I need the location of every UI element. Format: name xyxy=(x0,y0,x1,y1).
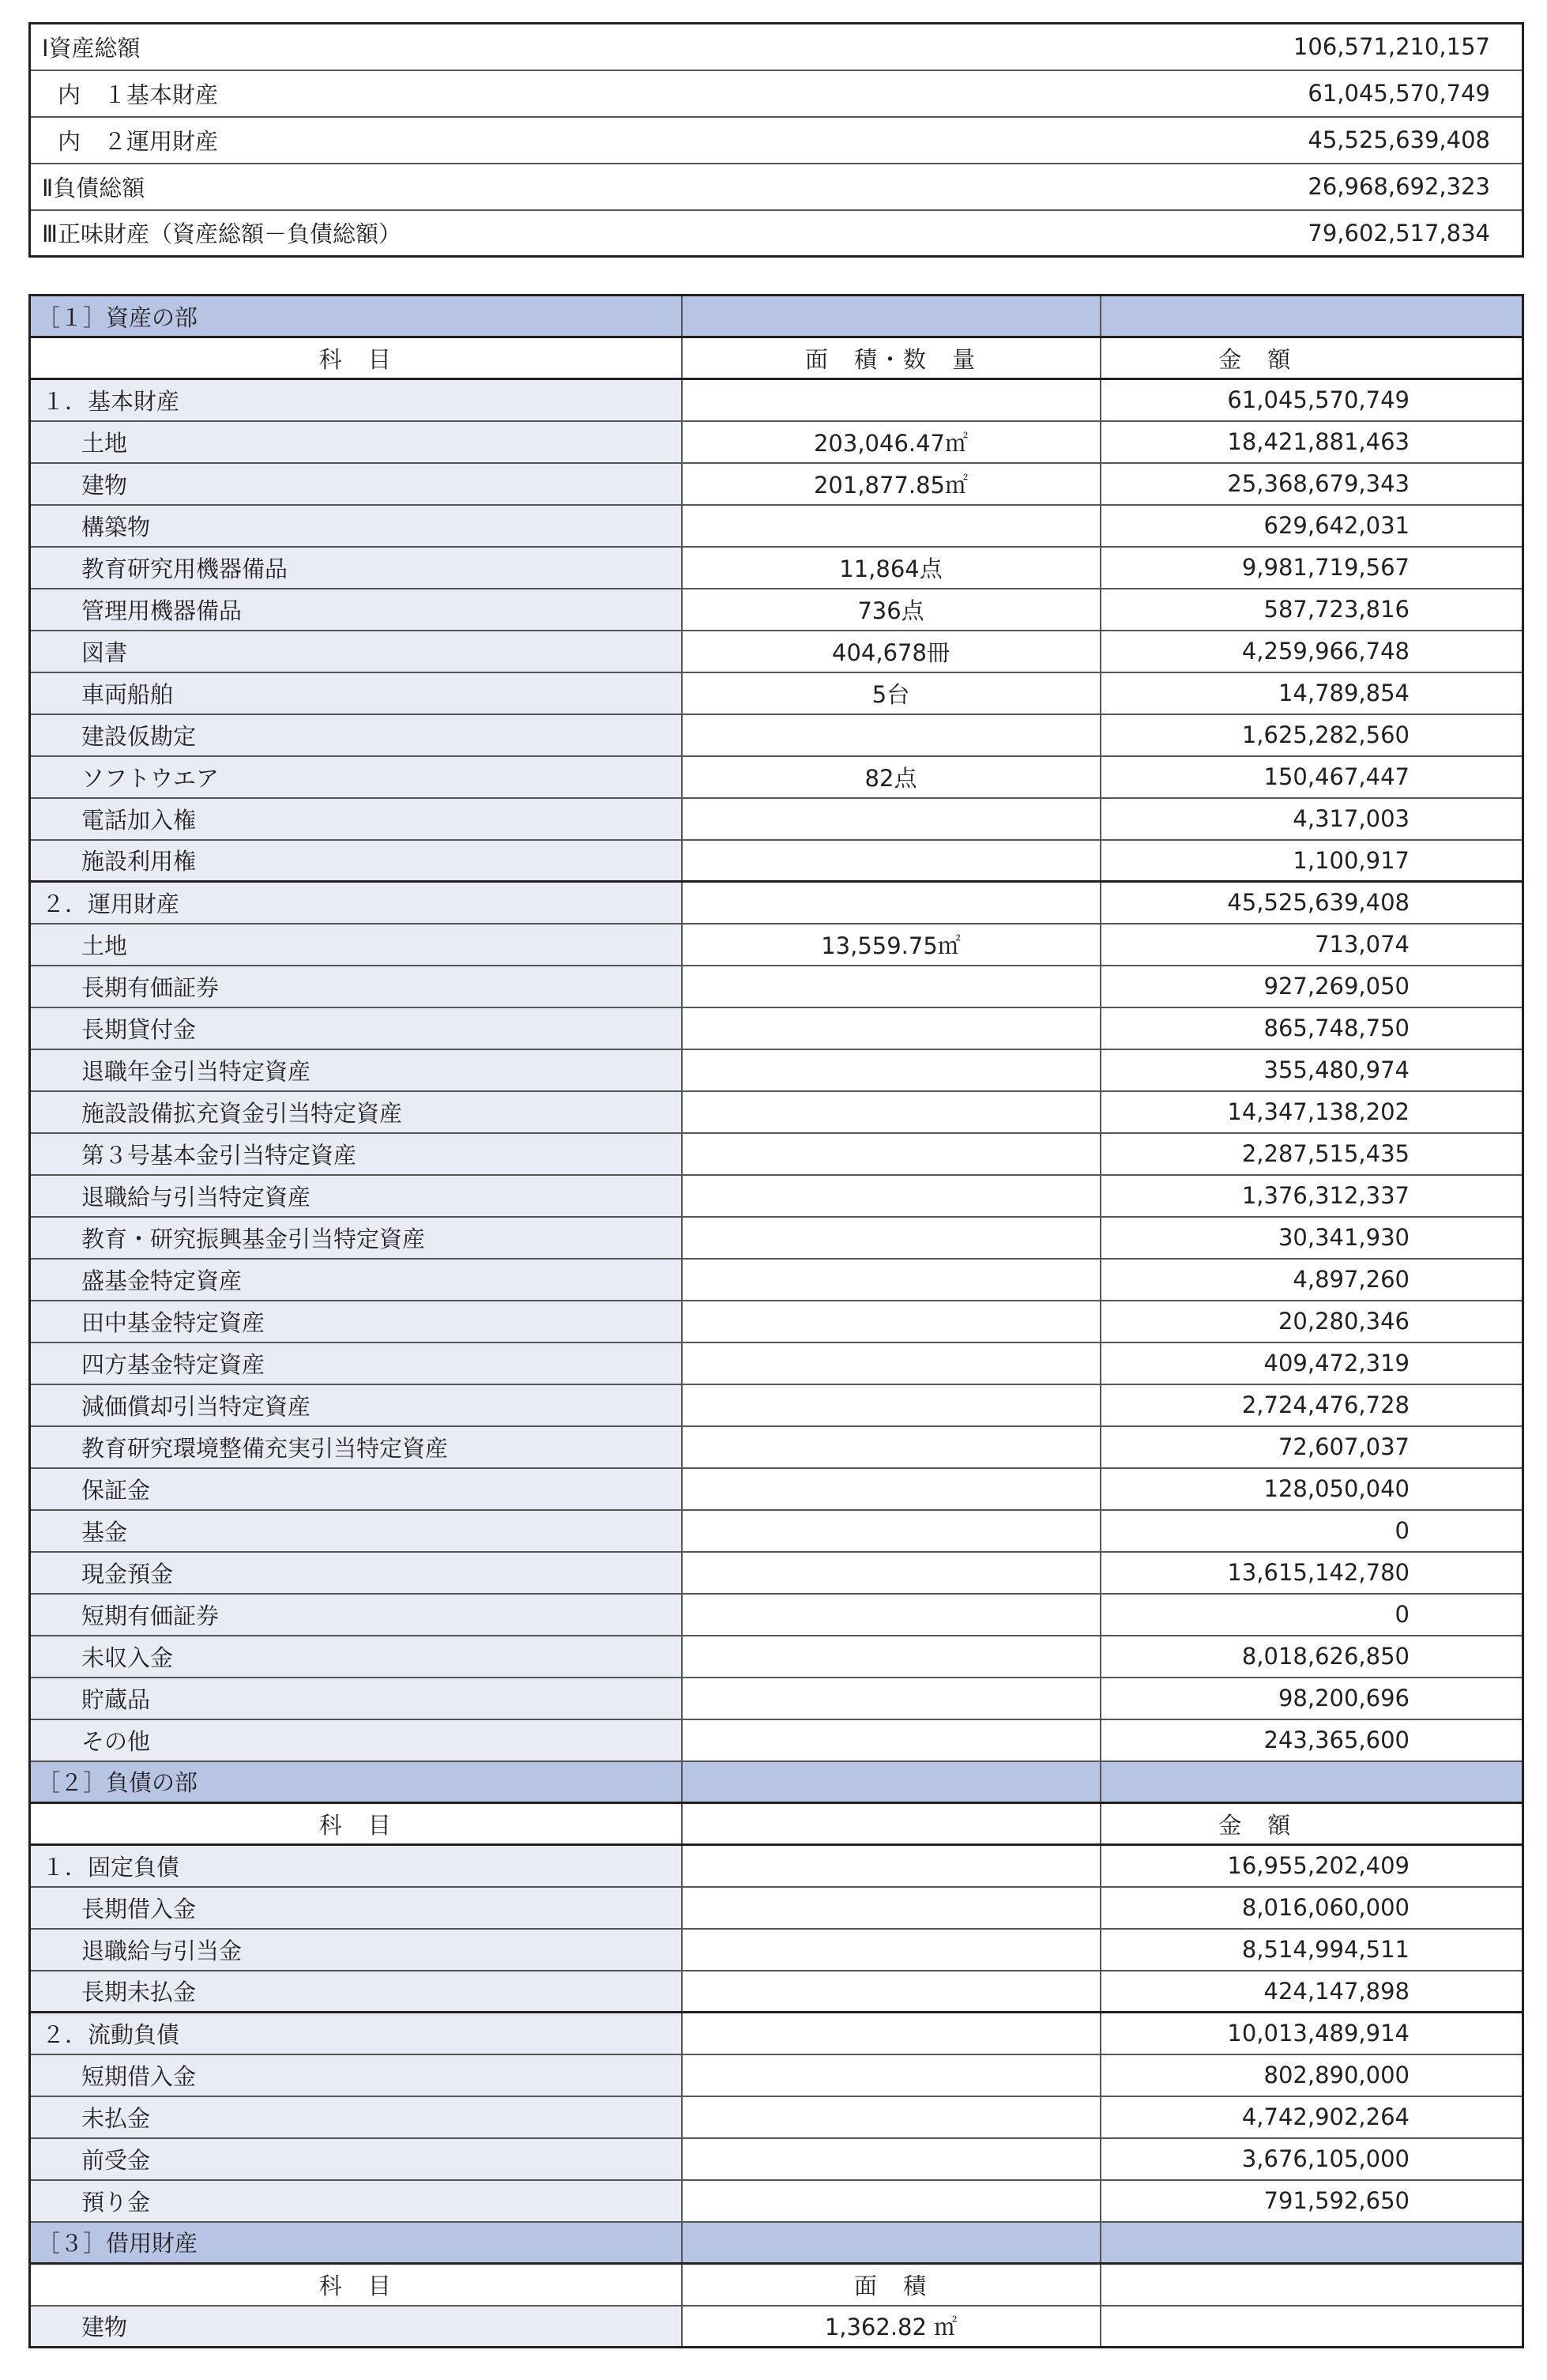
section-blank-cell xyxy=(682,1761,1101,1803)
group-label: １．基本財産 xyxy=(30,379,682,421)
item-quantity xyxy=(682,1007,1101,1049)
item-amount: 4,897,260 xyxy=(1101,1259,1523,1301)
summary-row xyxy=(30,210,1523,257)
section-header-row xyxy=(30,1761,1523,1803)
table-row xyxy=(30,463,1523,505)
item-quantity xyxy=(682,1510,1101,1552)
item-quantity xyxy=(682,1678,1101,1719)
item-amount: 18,421,881,463 xyxy=(1101,421,1523,463)
item-quantity xyxy=(682,2096,1101,2138)
group-quantity xyxy=(682,882,1101,924)
item-quantity: 203,046.47㎡ xyxy=(682,421,1101,463)
section-blank-cell xyxy=(682,296,1101,337)
item-amount: 355,480,974 xyxy=(1101,1049,1523,1091)
item-label: 未払金 xyxy=(30,2096,682,2138)
summary-row xyxy=(30,117,1523,164)
column-header-quantity: 面 積・数 量 xyxy=(682,337,1101,379)
item-quantity xyxy=(682,840,1101,882)
summary-table xyxy=(28,22,1524,258)
table-row xyxy=(30,421,1523,463)
item-label: ソフトウエア xyxy=(30,756,682,798)
item-amount: 424,147,898 xyxy=(1101,1971,1523,2013)
summary-row xyxy=(30,24,1523,70)
column-header-amount xyxy=(1101,2264,1523,2306)
item-amount: 4,742,902,264 xyxy=(1101,2096,1523,2138)
item-amount: 4,259,966,748 xyxy=(1101,631,1523,672)
item-amount: 0 xyxy=(1101,1510,1523,1552)
summary-label: Ⅲ正味財産（資産総額－負債総額） xyxy=(42,220,401,248)
item-amount: 409,472,319 xyxy=(1101,1343,1523,1384)
group-quantity xyxy=(682,1845,1101,1887)
table-row xyxy=(30,1678,1523,1719)
column-header-subject: 科 目 xyxy=(30,337,682,379)
item-quantity xyxy=(682,1636,1101,1678)
item-label: 建物 xyxy=(30,463,682,505)
item-quantity xyxy=(682,1887,1101,1929)
item-quantity xyxy=(682,1259,1101,1301)
item-amount: 14,789,854 xyxy=(1101,672,1523,714)
item-amount: 1,100,917 xyxy=(1101,840,1523,882)
item-quantity xyxy=(682,2138,1101,2180)
column-header-quantity xyxy=(682,1803,1101,1845)
group-label: ２．流動負債 xyxy=(30,2013,682,2054)
item-label: 車両船舶 xyxy=(30,672,682,714)
item-label: 預り金 xyxy=(30,2180,682,2222)
group-row xyxy=(30,1845,1523,1887)
item-label: 保証金 xyxy=(30,1468,682,1510)
item-quantity: 201,877.85㎡ xyxy=(682,463,1101,505)
table-row xyxy=(30,672,1523,714)
summary-row xyxy=(30,164,1523,210)
table-row xyxy=(30,1426,1523,1468)
item-label: 管理用機器備品 xyxy=(30,589,682,631)
group-label: ２．運用財産 xyxy=(30,882,682,924)
section-title: ［３］借用財産 xyxy=(30,2222,682,2264)
summary-label: Ⅱ負債総額 xyxy=(30,164,1057,210)
group-amount: 16,955,202,409 xyxy=(1101,1845,1523,1887)
item-quantity xyxy=(682,1133,1101,1175)
summary-label: Ⅰ資産総額 xyxy=(30,24,1057,70)
column-header-subject: 科 目 xyxy=(30,1803,682,1845)
table-row xyxy=(30,589,1523,631)
table-row xyxy=(30,1301,1523,1343)
item-quantity xyxy=(682,1929,1101,1971)
item-label: 長期有価証券 xyxy=(30,966,682,1007)
table-row xyxy=(30,1971,1523,2013)
item-amount: 927,269,050 xyxy=(1101,966,1523,1007)
item-quantity xyxy=(682,1217,1101,1259)
table-row xyxy=(30,1007,1523,1049)
table-row xyxy=(30,2180,1523,2222)
item-amount: 1,376,312,337 xyxy=(1101,1175,1523,1217)
item-label: 土地 xyxy=(30,924,682,966)
item-amount: 243,365,600 xyxy=(1101,1719,1523,1761)
item-amount: 1,625,282,560 xyxy=(1101,714,1523,756)
item-amount: 587,723,816 xyxy=(1101,589,1523,631)
item-amount: 128,050,040 xyxy=(1101,1468,1523,1510)
item-quantity: 82点 xyxy=(682,756,1101,798)
table-row xyxy=(30,2054,1523,2096)
table-row xyxy=(30,1552,1523,1594)
item-quantity: 13,559.75㎡ xyxy=(682,924,1101,966)
item-amount: 2,287,515,435 xyxy=(1101,1133,1523,1175)
item-amount: 8,016,060,000 xyxy=(1101,1887,1523,1929)
item-label: 短期有価証券 xyxy=(30,1594,682,1636)
summary-amount: 61,045,570,749 xyxy=(1057,70,1523,117)
item-label: 構築物 xyxy=(30,505,682,547)
item-amount: 72,607,037 xyxy=(1101,1426,1523,1468)
item-quantity xyxy=(682,1301,1101,1343)
group-quantity xyxy=(682,379,1101,421)
column-header-row xyxy=(30,337,1523,379)
table-row xyxy=(30,1343,1523,1384)
column-header-amount: 金 額 xyxy=(1101,337,1523,379)
table-row xyxy=(30,1719,1523,1761)
table-row xyxy=(30,924,1523,966)
item-label: 建設仮勘定 xyxy=(30,714,682,756)
item-amount: 98,200,696 xyxy=(1101,1678,1523,1719)
item-quantity xyxy=(682,1175,1101,1217)
table-row xyxy=(30,1049,1523,1091)
group-quantity xyxy=(682,2013,1101,2054)
item-label: 長期貸付金 xyxy=(30,1007,682,1049)
table-row xyxy=(30,2306,1523,2348)
item-amount: 8,018,626,850 xyxy=(1101,1636,1523,1678)
item-label: 現金預金 xyxy=(30,1552,682,1594)
table-row xyxy=(30,840,1523,882)
item-quantity xyxy=(682,966,1101,1007)
summary-amount: 26,968,692,323 xyxy=(1057,164,1523,210)
item-label: 教育研究用機器備品 xyxy=(30,547,682,589)
item-label: 土地 xyxy=(30,421,682,463)
item-label: 盛基金特定資産 xyxy=(30,1259,682,1301)
item-label: 施設設備拡充資金引当特定資産 xyxy=(30,1091,682,1133)
item-amount: 25,368,679,343 xyxy=(1101,463,1523,505)
column-header-quantity: 面 積 xyxy=(682,2264,1101,2306)
item-quantity xyxy=(682,714,1101,756)
item-quantity xyxy=(682,1719,1101,1761)
group-row xyxy=(30,2013,1523,2054)
summary-row xyxy=(30,70,1523,117)
item-label: 教育・研究振興基金引当特定資産 xyxy=(30,1217,682,1259)
item-quantity xyxy=(682,1426,1101,1468)
table-row xyxy=(30,1929,1523,1971)
item-label: 退職給与引当特定資産 xyxy=(30,1175,682,1217)
item-amount: 4,317,003 xyxy=(1101,798,1523,840)
item-amount: 865,748,750 xyxy=(1101,1007,1523,1049)
summary-amount: 45,525,639,408 xyxy=(1057,117,1523,164)
financial-details-table xyxy=(28,294,1524,2348)
summary-label: 内 ２運用財産 xyxy=(30,117,1057,164)
summary-amount: 79,602,517,834 xyxy=(1308,219,1490,247)
item-amount: 2,724,476,728 xyxy=(1101,1384,1523,1426)
table-row xyxy=(30,714,1523,756)
column-header-row xyxy=(30,2264,1523,2306)
item-label: 基金 xyxy=(30,1510,682,1552)
item-amount: 14,347,138,202 xyxy=(1101,1091,1523,1133)
item-amount xyxy=(1101,2306,1523,2348)
item-label: 貯蔵品 xyxy=(30,1678,682,1719)
section-header-row xyxy=(30,296,1523,337)
table-row xyxy=(30,798,1523,840)
column-header-amount: 金 額 xyxy=(1101,1803,1523,1845)
table-row xyxy=(30,1384,1523,1426)
section-blank-cell xyxy=(1101,296,1523,337)
item-label: 未収入金 xyxy=(30,1636,682,1678)
item-label: 長期借入金 xyxy=(30,1887,682,1929)
item-quantity xyxy=(682,2180,1101,2222)
item-label: 建物 xyxy=(30,2306,682,2348)
item-amount: 791,592,650 xyxy=(1101,2180,1523,2222)
section-title: ［１］資産の部 xyxy=(30,296,682,337)
item-quantity xyxy=(682,2054,1101,2096)
section-title: ［２］負債の部 xyxy=(30,1761,682,1803)
summary-label: 内 １基本財産 xyxy=(30,70,1057,117)
item-label: 長期未払金 xyxy=(30,1971,682,2013)
table-row xyxy=(30,756,1523,798)
item-amount: 9,981,719,567 xyxy=(1101,547,1523,589)
item-amount: 150,467,447 xyxy=(1101,756,1523,798)
table-row xyxy=(30,1133,1523,1175)
table-row xyxy=(30,1468,1523,1510)
table-row xyxy=(30,505,1523,547)
column-header-subject: 科 目 xyxy=(30,2264,682,2306)
table-row xyxy=(30,2138,1523,2180)
item-amount: 3,676,105,000 xyxy=(1101,2138,1523,2180)
item-quantity: 404,678冊 xyxy=(682,631,1101,672)
column-header-row xyxy=(30,1803,1523,1845)
section-blank-cell xyxy=(1101,2222,1523,2264)
item-amount: 30,341,930 xyxy=(1101,1217,1523,1259)
table-row xyxy=(30,1259,1523,1301)
item-quantity xyxy=(682,1091,1101,1133)
table-row xyxy=(30,1175,1523,1217)
item-quantity xyxy=(682,798,1101,840)
item-amount: 20,280,346 xyxy=(1101,1301,1523,1343)
item-amount: 0 xyxy=(1101,1594,1523,1636)
table-row xyxy=(30,1217,1523,1259)
item-quantity xyxy=(682,1343,1101,1384)
item-quantity xyxy=(682,1552,1101,1594)
item-label: その他 xyxy=(30,1719,682,1761)
item-label: 退職給与引当金 xyxy=(30,1929,682,1971)
table-row xyxy=(30,1510,1523,1552)
item-label: 田中基金特定資産 xyxy=(30,1301,682,1343)
table-row xyxy=(30,1887,1523,1929)
item-label: 退職年金引当特定資産 xyxy=(30,1049,682,1091)
table-row xyxy=(30,2096,1523,2138)
item-amount: 629,642,031 xyxy=(1101,505,1523,547)
item-label: 教育研究環境整備充実引当特定資産 xyxy=(30,1426,682,1468)
section-blank-cell xyxy=(1101,1761,1523,1803)
table-row xyxy=(30,547,1523,589)
item-label: 電話加入権 xyxy=(30,798,682,840)
item-amount: 802,890,000 xyxy=(1101,2054,1523,2096)
item-quantity: 736点 xyxy=(682,589,1101,631)
section-header-row xyxy=(30,2222,1523,2264)
item-quantity: 1,362.82 ㎡ xyxy=(682,2306,1101,2348)
table-row xyxy=(30,1091,1523,1133)
item-amount: 13,615,142,780 xyxy=(1101,1552,1523,1594)
item-label: 短期借入金 xyxy=(30,2054,682,2096)
item-quantity xyxy=(682,505,1101,547)
item-quantity xyxy=(682,1971,1101,2013)
summary-amount: 106,571,210,157 xyxy=(1057,24,1523,70)
group-row xyxy=(30,882,1523,924)
group-amount: 61,045,570,749 xyxy=(1101,379,1523,421)
table-row xyxy=(30,1594,1523,1636)
item-amount: 713,074 xyxy=(1101,924,1523,966)
item-quantity: 11,864点 xyxy=(682,547,1101,589)
item-quantity xyxy=(682,1468,1101,1510)
item-label: 減価償却引当特定資産 xyxy=(30,1384,682,1426)
item-quantity xyxy=(682,1594,1101,1636)
item-quantity xyxy=(682,1384,1101,1426)
group-label: １．固定負債 xyxy=(30,1845,682,1887)
group-amount: 45,525,639,408 xyxy=(1101,882,1523,924)
item-label: 図書 xyxy=(30,631,682,672)
group-row xyxy=(30,379,1523,421)
item-label: 第３号基本金引当特定資産 xyxy=(30,1133,682,1175)
item-label: 四方基金特定資産 xyxy=(30,1343,682,1384)
table-row xyxy=(30,966,1523,1007)
item-label: 施設利用権 xyxy=(30,840,682,882)
table-row xyxy=(30,631,1523,672)
item-amount: 8,514,994,511 xyxy=(1101,1929,1523,1971)
item-quantity: 5台 xyxy=(682,672,1101,714)
section-blank-cell xyxy=(682,2222,1101,2264)
item-quantity xyxy=(682,1049,1101,1091)
table-row xyxy=(30,1636,1523,1678)
group-amount: 10,013,489,914 xyxy=(1101,2013,1523,2054)
item-label: 前受金 xyxy=(30,2138,682,2180)
